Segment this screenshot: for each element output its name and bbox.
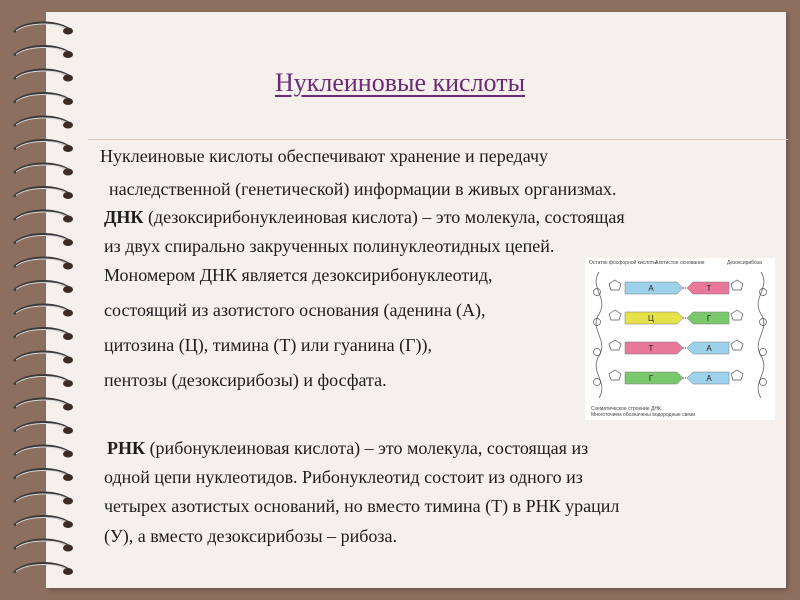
spiral-ring [14, 234, 73, 246]
phosphate-circle [760, 289, 767, 296]
label-phosphate: Остаток фосфорной кислоты [589, 260, 657, 266]
phosphate-circle [760, 379, 767, 386]
phosphate-circle [760, 349, 767, 356]
spiral-ring [14, 211, 73, 223]
spiral-ring [14, 399, 73, 411]
base-left-letter: Т [648, 344, 654, 353]
spiral-ring [14, 469, 73, 481]
spiral-ring [14, 305, 73, 317]
sugar-pentagon [609, 310, 621, 320]
base-left [625, 282, 683, 294]
base-pair-row [594, 370, 767, 386]
spiral-ring [14, 281, 73, 293]
spiral-ring [14, 446, 73, 458]
para1-line-1: Нуклеиновые кислоты обеспечивают хранение и передачу [100, 146, 549, 166]
dna-line-3: Мономером ДНК является дезоксирибонуклеотид, [104, 265, 493, 285]
base-right-letter: А [706, 374, 712, 383]
phosphate-circle [594, 289, 601, 296]
spiral-ring [14, 493, 73, 505]
sugar-pentagon [609, 340, 621, 350]
spiral-ring [14, 140, 73, 152]
spiral-ring [14, 117, 73, 129]
sugar-pentagon [731, 310, 743, 320]
base-right-letter: Г [706, 314, 712, 323]
label-sugar: Дезоксирибоза [727, 260, 762, 266]
base-pair-row [594, 280, 767, 296]
rna-line-3: четырех азотистых оснований, но вместо тимина (Т) в РНК урацил [104, 496, 620, 516]
rna-line-1: РНК (рибонуклеиновая кислота) – это молекула, состоящая из [107, 438, 589, 458]
phosphate-circle [594, 379, 601, 386]
title-divider [88, 139, 788, 140]
dna-line-2: из двух спирально закрученных полинуклеотидных цепей. [104, 236, 555, 256]
base-right-letter: Т [706, 284, 712, 293]
dna-line-1: ДНК (дезоксирибонуклеиновая кислота) – это молекула, состоящая [104, 207, 625, 227]
dna-term: ДНК [104, 207, 144, 227]
spiral-ring [14, 375, 73, 387]
rna-term: РНК [107, 438, 146, 458]
base-left-letter: Ц [648, 314, 654, 323]
rna-line-2: одной цепи нуклеотидов. Рибонуклеотид состоит из одного из [104, 467, 583, 487]
dna-structure-figure [585, 258, 775, 420]
base-left-letter: А [648, 284, 654, 293]
base-pair-row [594, 310, 767, 326]
base-left [625, 372, 683, 384]
base-left-letter: Г [648, 374, 654, 383]
base-left [625, 312, 683, 324]
para1-line-2: наследственной (генетической) информации в живых организмах. [109, 179, 617, 199]
sugar-pentagon [609, 280, 621, 290]
rna-line-4: (У), а вместо дезоксирибозы – рибоза. [104, 526, 398, 546]
base-left [625, 342, 683, 354]
dna-line-4: состоящий из азотистого основания (аденина (А), [104, 300, 486, 320]
spiral-ring [14, 328, 73, 340]
figure-caption-1: Схематическое строение ДНК. [591, 406, 663, 412]
sugar-pentagon [609, 370, 621, 380]
figure-caption-2: Многоточием обозначены водородные связи [591, 412, 695, 418]
dna-line-5: цитозина (Ц), тимина (Т) или гуанина (Г)), [104, 335, 433, 355]
base-pair-row [594, 340, 767, 356]
sugar-pentagon [731, 370, 743, 380]
spiral-ring [14, 540, 73, 552]
spiral-ring [14, 516, 73, 528]
spiral-binding [8, 14, 78, 584]
spiral-ring [14, 422, 73, 434]
spiral-ring [14, 563, 73, 575]
sugar-pentagon [731, 280, 743, 290]
spiral-ring [14, 23, 73, 35]
spiral-ring [14, 46, 73, 58]
base-right-letter: А [706, 344, 712, 353]
dna-line-6: пентозы (дезоксирибозы) и фосфата. [104, 370, 387, 390]
page-title: Нуклеиновые кислоты [274, 68, 526, 97]
spiral-ring [14, 164, 73, 176]
spiral-ring [14, 187, 73, 199]
label-base: Азотистое основание [655, 260, 705, 266]
spiral-ring [14, 352, 73, 364]
phosphate-circle [594, 349, 601, 356]
sugar-pentagon [731, 340, 743, 350]
spiral-ring [14, 258, 73, 270]
